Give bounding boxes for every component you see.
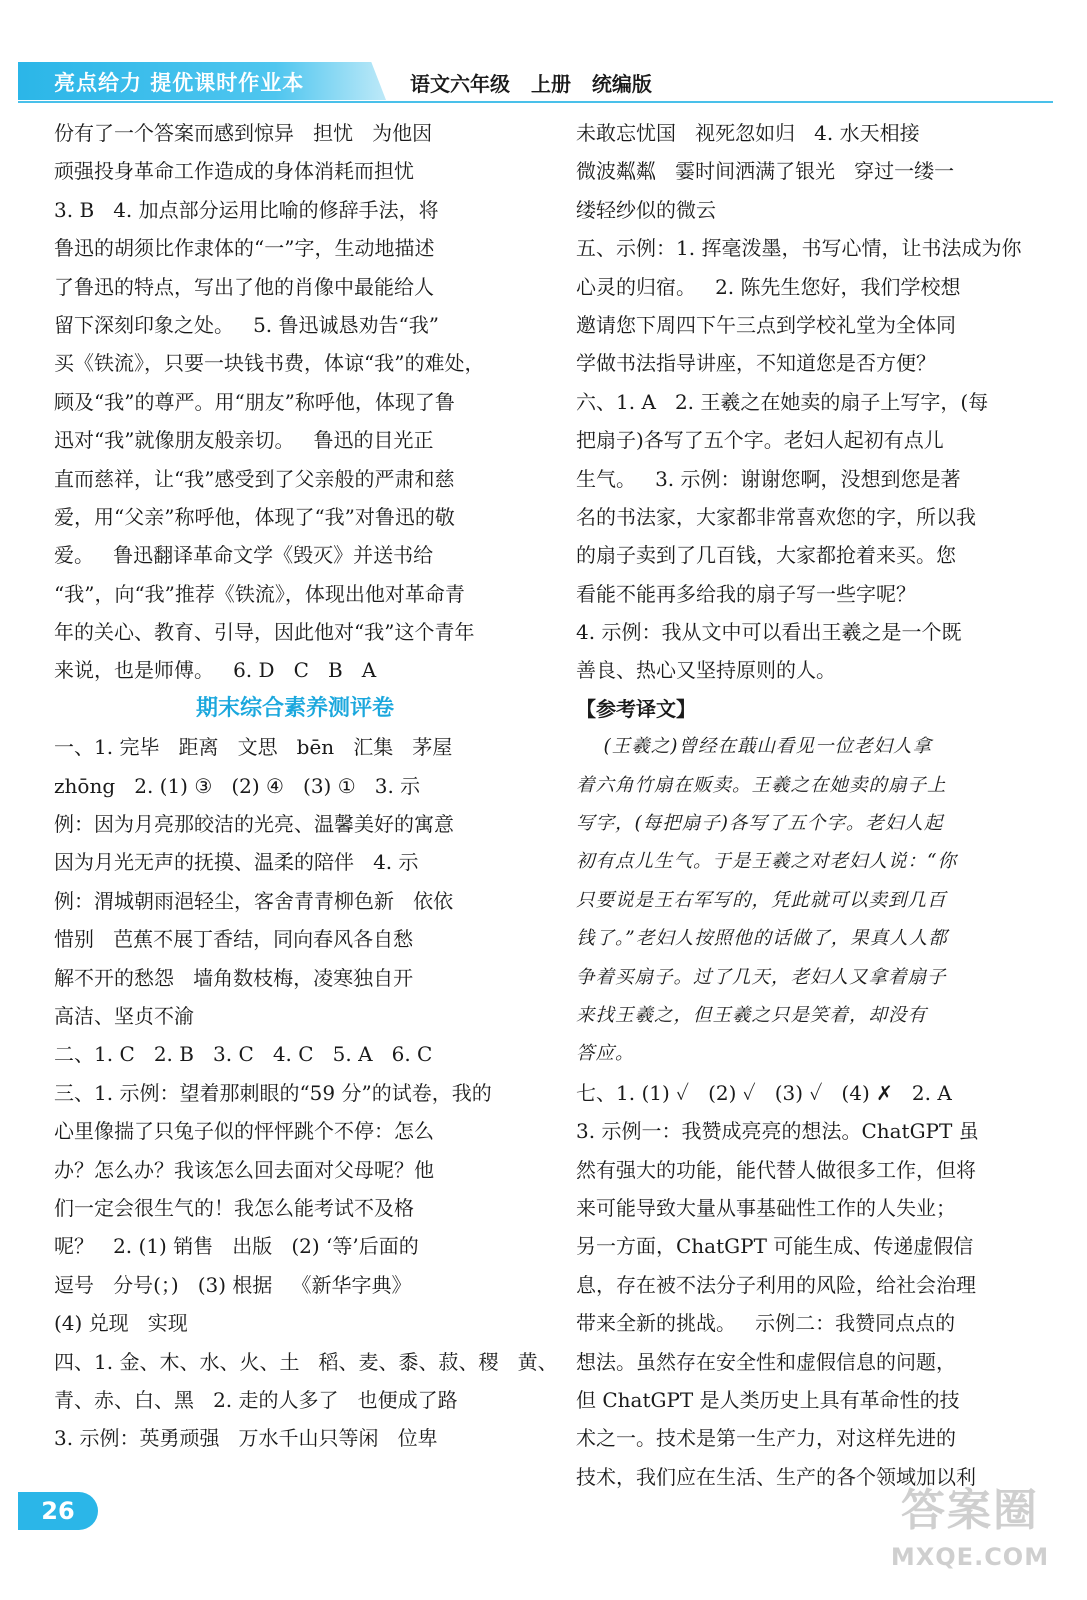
text-line: 心灵的归宿。 2. 陈先生您好，我们学校想 xyxy=(576,274,961,299)
text-line: 然有强大的功能，能代替人做很多工作，但将 xyxy=(576,1157,976,1182)
text-line: (4) 兑现 实现 xyxy=(54,1311,188,1336)
text-line: 因为月光无声的抚摸、温柔的陪伴 4. 示 xyxy=(54,850,419,875)
text-line: 学做书法指导讲座，不知道您是否方便？ xyxy=(576,351,936,376)
text-line: 把扇子)各写了五个字。老妇人起初有点儿 xyxy=(576,428,944,453)
page-number: 26 xyxy=(18,1492,98,1530)
text-line: 生气。 3. 示例：谢谢您啊，没想到您是著 xyxy=(576,466,961,491)
text-line: 心里像揣了只兔子似的怦怦跳个不停：怎么 xyxy=(54,1119,434,1144)
text-line: 鲁迅的胡须比作隶体的“一”字，生动地描述 xyxy=(54,236,435,261)
text-line: 邀请您下周四下午三点到学校礼堂为全体同 xyxy=(576,312,956,337)
text-line: 七、1. (1) ✓ (2) ✓ (3) ✓ (4) ✗ 2. A xyxy=(576,1080,952,1105)
text-line: 名的书法家，大家都非常喜欢您的字，所以我 xyxy=(576,504,976,529)
translation-line: 争着买扇子。过了几天，老妇人又拿着扇子 xyxy=(576,966,947,988)
text-line: 解不开的愁怨 墙角数枝梅，凌寒独自开 xyxy=(54,965,414,990)
book-title: 亮点给力 提优课时作业本 xyxy=(54,71,305,95)
reference-translation-label: 【参考译文】 xyxy=(576,696,696,721)
text-line: 顽强投身革命工作造成的身体消耗而担忧 xyxy=(54,159,414,184)
text-line: 份有了一个答案而感到惊异 担忧 为他因 xyxy=(54,121,433,145)
text-line: 来可能导致大量从事基础性工作的人失业； xyxy=(576,1195,956,1220)
translation-line: 钱了。”老妇人按照他的话做了，果真人人都 xyxy=(576,928,948,950)
text-line: 爱。 鲁迅翻译革命文学《毁灭》并送书给 xyxy=(54,543,434,568)
text-line: 例：因为月亮那皎洁的光亮、温馨美好的寓意 xyxy=(54,812,454,837)
text-line: 术之一。技术是第一生产力，对这样先进的 xyxy=(576,1426,956,1451)
text-line: 的扇子卖到了几百钱，大家都抢着来买。您 xyxy=(576,543,956,568)
text-line: 顾及“我”的尊严。用“朋友”称呼他，体现了鲁 xyxy=(54,389,455,414)
page-header xyxy=(18,62,1053,102)
text-line: “我”，向“我”推荐《铁流》，体现出他对革命青 xyxy=(54,581,465,606)
text-line: 例：渭城朝雨浥轻尘，客舍青青柳色新 依依 xyxy=(54,888,454,913)
text-line: 青、赤、白、黑 2. 走的人多了 也便成了路 xyxy=(54,1387,458,1412)
text-line: 六、1. A 2. 王羲之在她卖的扇子上写字，(每 xyxy=(576,389,989,414)
subject-info: 语文六年级 上册 统编版 xyxy=(410,72,652,96)
right-column xyxy=(576,114,1054,1496)
text-line: 想法。虽然存在安全性和虚假信息的问题， xyxy=(576,1349,956,1374)
text-line: 另一方面，ChatGPT 可能生成、传递虚假信 xyxy=(576,1234,974,1259)
text-line: 呢？ 2. (1) 销售 出版 (2) ‘等’后面的 xyxy=(54,1234,419,1259)
translation-line: 来找王羲之，但王羲之只是笑着，却没有 xyxy=(576,1004,928,1026)
text-line: 善良、热心又坚持原则的人。 xyxy=(576,658,836,683)
header-rule xyxy=(18,101,1053,103)
text-line: 一、1. 完毕 距离 文思 bēn 汇集 茅屋 xyxy=(54,735,453,760)
text-line: 二、1. C 2. B 3. C 4. C 5. A 6. C xyxy=(54,1042,433,1067)
text-line: 高洁、坚贞不渝 xyxy=(54,1003,194,1028)
text-line: 未敢忘忧国 视死忽如归 4. 水天相接 xyxy=(576,121,920,145)
text-line: 息，存在被不法分子利用的风险，给社会治理 xyxy=(576,1272,976,1297)
translation-line: 初有点儿生气。于是王羲之对老妇人说：“你 xyxy=(576,851,957,873)
watermark-url: MXQE.COM xyxy=(890,1543,1050,1571)
text-line: 但 ChatGPT 是人类历史上具有革命性的技 xyxy=(576,1387,960,1412)
text-line: 微波粼粼 霎时间洒满了银光 穿过一缕一 xyxy=(576,159,955,184)
translation-line: 只要说是王右军写的，凭此就可以卖到几百 xyxy=(576,889,947,911)
text-line: 逗号 分号(；) (3) 根据 《新华字典》 xyxy=(54,1272,412,1297)
translation-line: 答应。 xyxy=(576,1043,635,1065)
text-line: 三、1. 示例：望着那刺眼的“59 分”的试卷，我的 xyxy=(54,1080,492,1105)
left-column xyxy=(54,114,558,1458)
text-line: 了鲁迅的特点，写出了他的肖像中最能给人 xyxy=(54,274,434,299)
translation-line: 着六角竹扇在贩卖。王羲之在她卖的扇子上 xyxy=(576,774,947,796)
text-line: 四、1. 金、木、水、火、土 稻、麦、黍、菽、稷 黄、 xyxy=(54,1349,558,1374)
text-line: 们一定会很生气的！我怎么能考试不及格 xyxy=(54,1195,414,1220)
text-line: zhōng 2. (1) ③ (2) ④ (3) ① 3. 示 xyxy=(54,773,421,798)
text-line: 技术，我们应在生活、生产的各个领域加以利 xyxy=(576,1464,976,1489)
text-line: 4. 示例：我从文中可以看出王羲之是一个既 xyxy=(576,620,962,645)
watermark-logo xyxy=(880,1480,1060,1590)
text-line: 办？怎么办？我该怎么回去面对父母呢？他 xyxy=(54,1157,434,1182)
text-line: 直而慈祥，让“我”感受到了父亲般的严肃和慈 xyxy=(54,466,455,491)
text-line: 留下深刻印象之处。 5. 鲁迅诚恳劝告“我” xyxy=(54,312,439,337)
section-title: 期末综合素养测评卷 xyxy=(195,695,394,721)
watermark-text: 答案圈 xyxy=(901,1485,1039,1536)
text-line: 爱，用“父亲”称呼他，体现了“我”对鲁迅的敬 xyxy=(54,504,455,529)
text-line: 迅对“我”就像朋友般亲切。 鲁迅的目光正 xyxy=(54,428,434,453)
text-line: 五、示例：1. 挥毫泼墨，书写心情，让书法成为你 xyxy=(576,236,1022,261)
translation-line: 写字，(每把扇子)各写了五个字。老妇人起 xyxy=(576,813,944,835)
text-line: 3. 示例一：我赞成亮亮的想法。ChatGPT 虽 xyxy=(576,1119,979,1144)
translation-line: (王羲之)曾经在蕺山看见一位老妇人拿 xyxy=(576,736,932,758)
text-line: 年的关心、教育、引导，因此他对“我”这个青年 xyxy=(54,620,475,645)
text-line: 3. 示例：英勇顽强 万水千山只等闲 位卑 xyxy=(54,1426,438,1451)
text-line: 3. B 4. 加点部分运用比喻的修辞手法，将 xyxy=(54,197,439,222)
text-line: 买《铁流》，只要一块钱书费，体谅“我”的难处， xyxy=(54,351,485,376)
text-line: 缕轻纱似的微云 xyxy=(576,197,716,222)
text-line: 惜别 芭蕉不展丁香结，同向春风各自愁 xyxy=(54,927,414,952)
text-line: 带来全新的挑战。 示例二：我赞同点点的 xyxy=(576,1311,956,1336)
text-line: 看能不能再多给我的扇子写一些字呢？ xyxy=(576,581,916,606)
text-line: 来说，也是师傅。 6. D C B A xyxy=(54,658,377,683)
